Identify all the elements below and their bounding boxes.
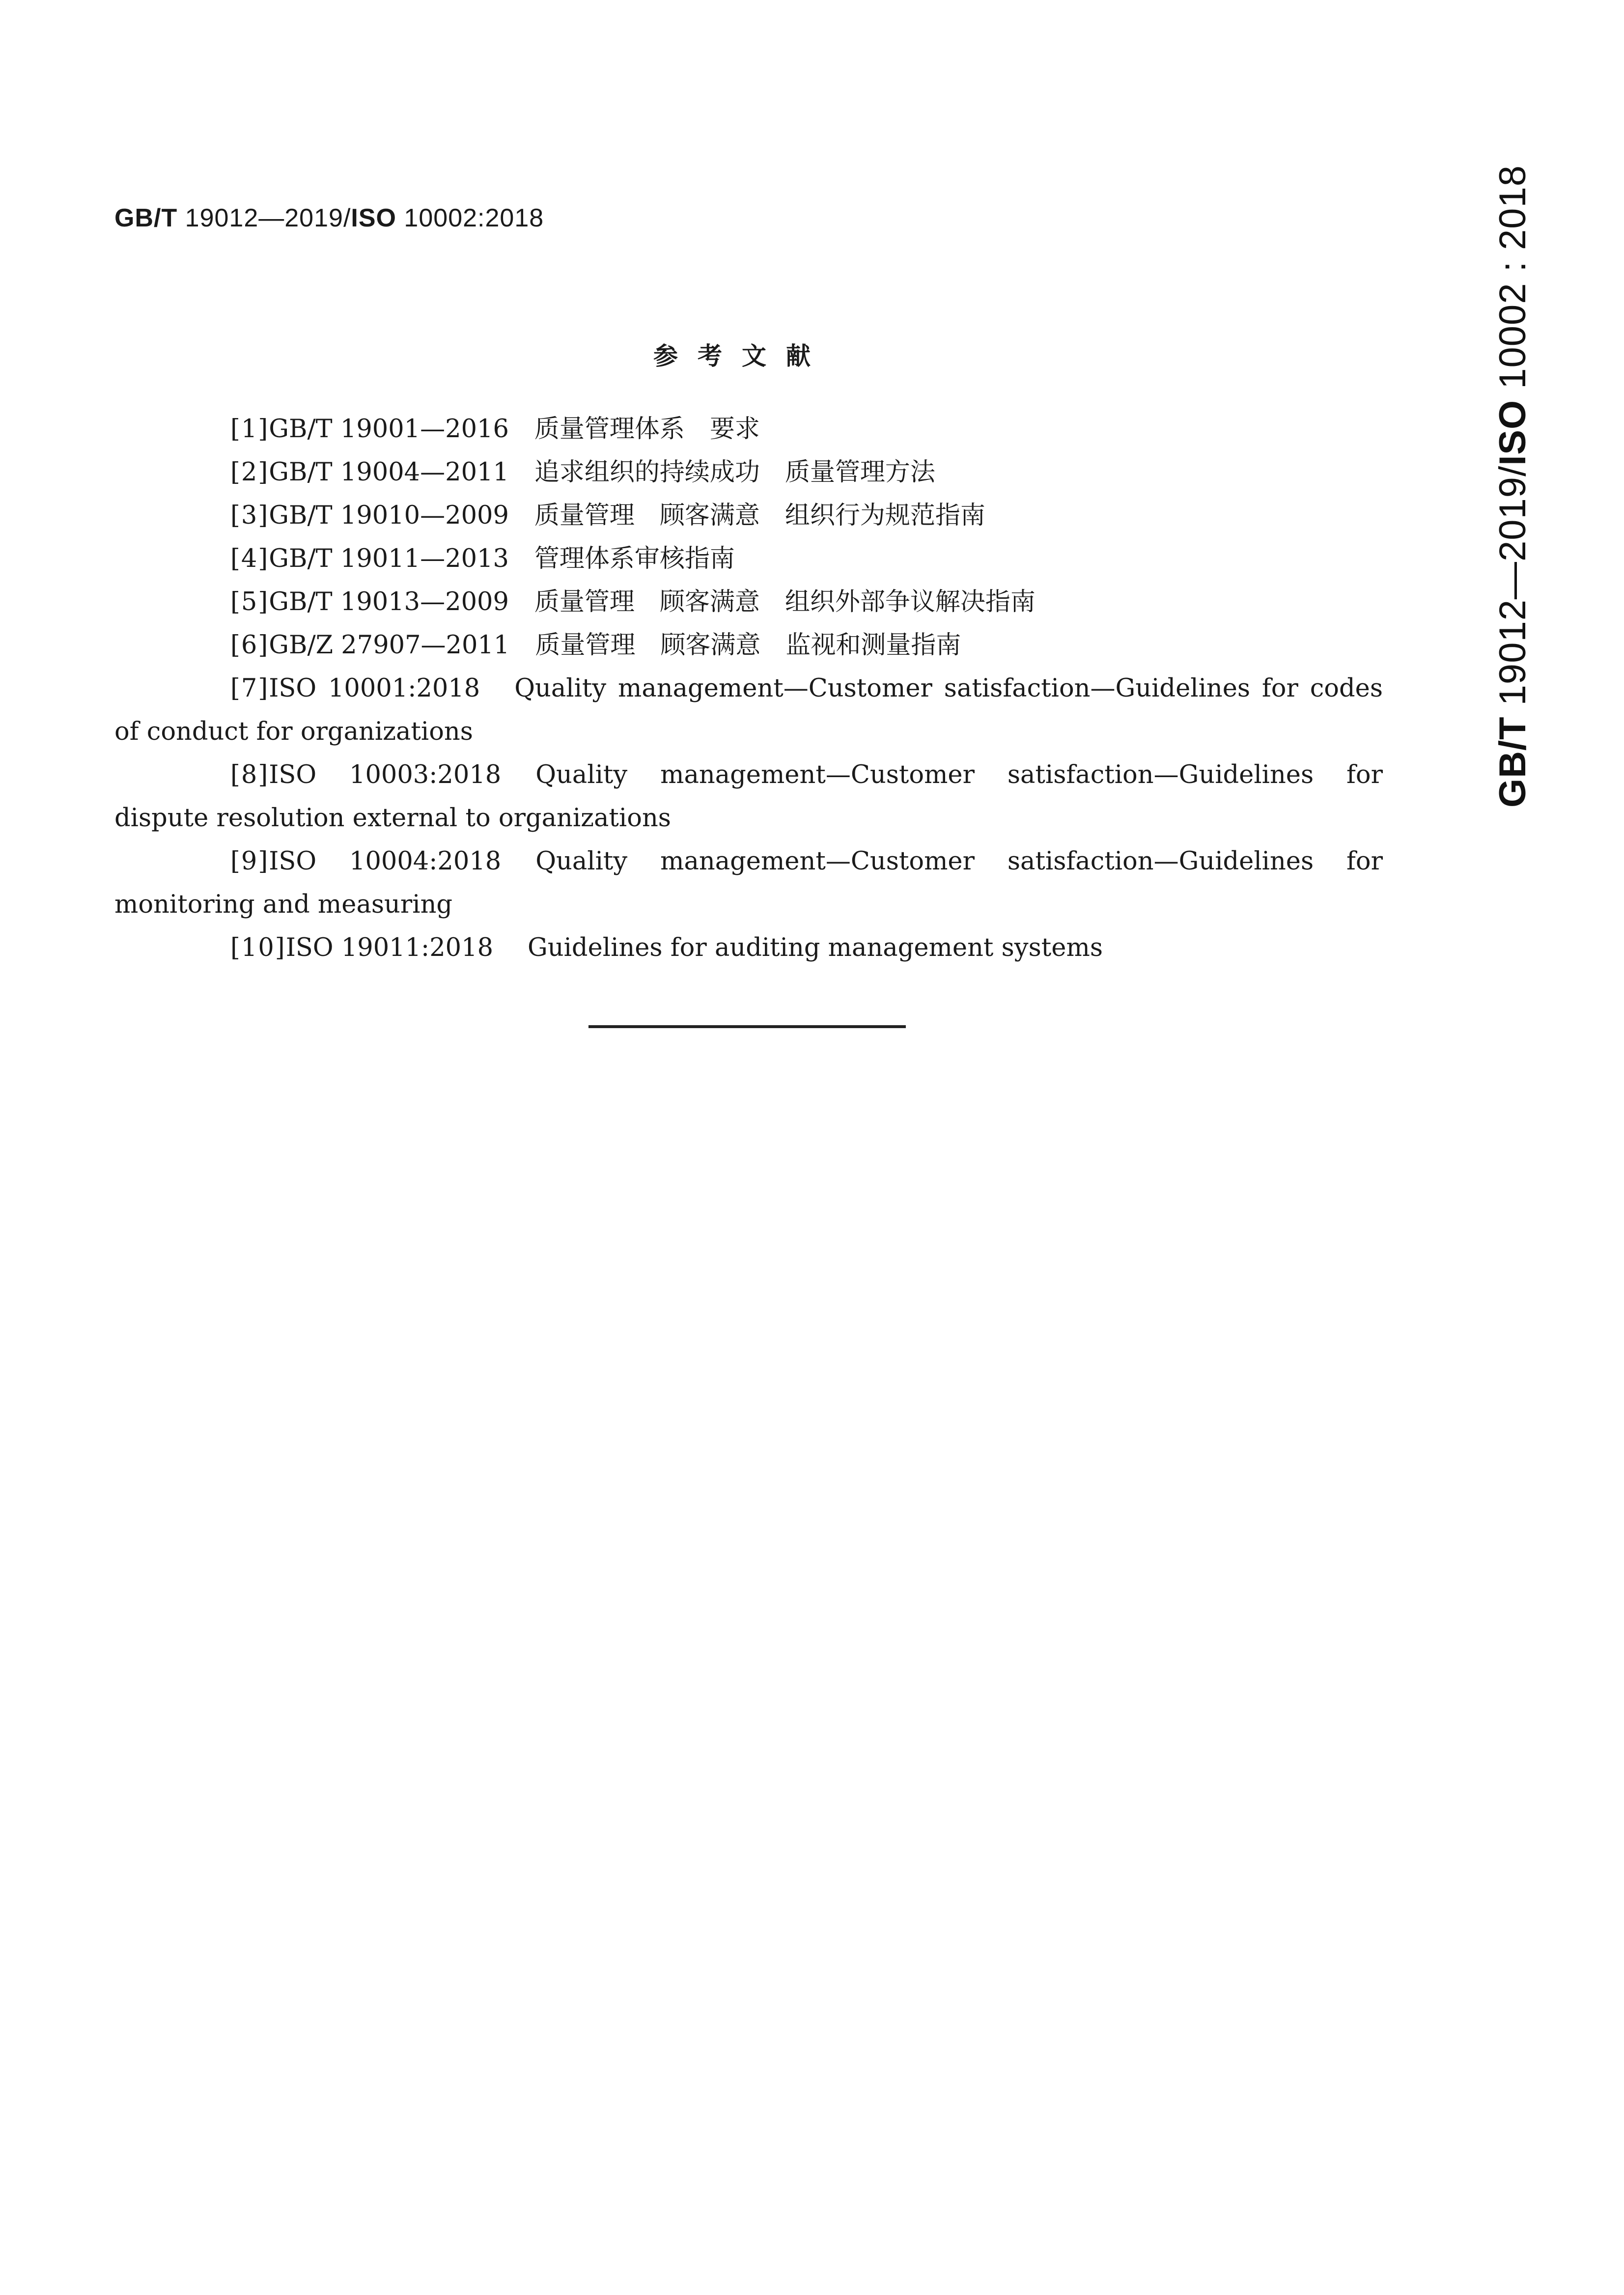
reference-tag: [7]: [230, 674, 269, 703]
reference-item: [114, 667, 1383, 754]
reference-title: 质量管理 顾客满意 监视和测量指南: [535, 631, 961, 660]
reference-item: [114, 537, 1383, 581]
reference-title: Quality management—Customer satisfaction—Guidelines for dispute resolution external to organizations: [114, 760, 1383, 833]
reference-tag: [1]: [230, 415, 269, 444]
bibliography-title: 参考文献: [653, 342, 830, 370]
header-iso-number: 10002:2018: [396, 204, 544, 232]
reference-item: [114, 581, 1383, 624]
reference-title: 管理体系审核指南: [534, 544, 735, 573]
header-prefix: GB/T: [114, 204, 178, 232]
side-prefix: GB/T: [1492, 716, 1534, 808]
reference-code: GB/T 19004—2011: [269, 458, 509, 487]
end-of-document-rule: [588, 1025, 906, 1028]
header-iso: ISO: [351, 204, 396, 232]
reference-item: [114, 408, 1383, 451]
reference-title: 质量管理 顾客满意 组织外部争议解决指南: [534, 588, 1036, 616]
reference-title: Guidelines for auditing management systems: [528, 933, 1103, 962]
reference-tag: [9]: [230, 847, 269, 876]
reference-code: GB/T 19011—2013: [269, 544, 509, 573]
side-iso: ISO: [1492, 399, 1534, 466]
reference-title: Quality management—Customer satisfaction—Guidelines for codes of conduct for organizations: [114, 674, 1383, 746]
reference-code: GB/T 19001—2016: [269, 415, 509, 444]
reference-tag: [2]: [230, 458, 269, 487]
side-number: 19012—2019/: [1492, 465, 1534, 717]
reference-code: GB/Z 27907—2011: [269, 631, 510, 660]
reference-item: [114, 754, 1383, 840]
reference-title: 追求组织的持续成功 质量管理方法: [534, 458, 935, 487]
reference-item: [114, 624, 1383, 667]
reference-list: [114, 408, 1383, 970]
reference-code: GB/T 19010—2009: [269, 501, 509, 530]
reference-code: ISO 10001:2018: [269, 674, 480, 703]
reference-tag: [6]: [230, 631, 269, 660]
running-header: [114, 205, 544, 231]
reference-tag: [3]: [230, 501, 269, 530]
reference-item: [114, 926, 1383, 970]
header-number: 19012—2019/: [177, 204, 351, 232]
reference-title: 质量管理 顾客满意 组织行为规范指南: [534, 501, 985, 530]
reference-title: Quality management—Customer satisfaction—Guidelines for monitoring and measuring: [114, 847, 1383, 919]
reference-code: ISO 10003:2018: [269, 760, 502, 789]
reference-item: [114, 451, 1383, 494]
side-iso-number: 10002 : 2018: [1492, 165, 1534, 400]
reference-item: [114, 494, 1383, 537]
reference-tag: [4]: [230, 544, 269, 573]
reference-tag: [10]: [230, 933, 286, 962]
reference-tag: [8]: [230, 760, 269, 789]
reference-code: ISO 19011:2018: [285, 933, 494, 962]
reference-code: GB/T 19013—2009: [269, 588, 509, 616]
reference-code: ISO 10004:2018: [269, 847, 502, 876]
reference-title: 质量管理体系 要求: [534, 415, 760, 444]
side-standard-code: [1494, 165, 1532, 808]
reference-item: [114, 840, 1383, 926]
reference-tag: [5]: [230, 588, 269, 616]
